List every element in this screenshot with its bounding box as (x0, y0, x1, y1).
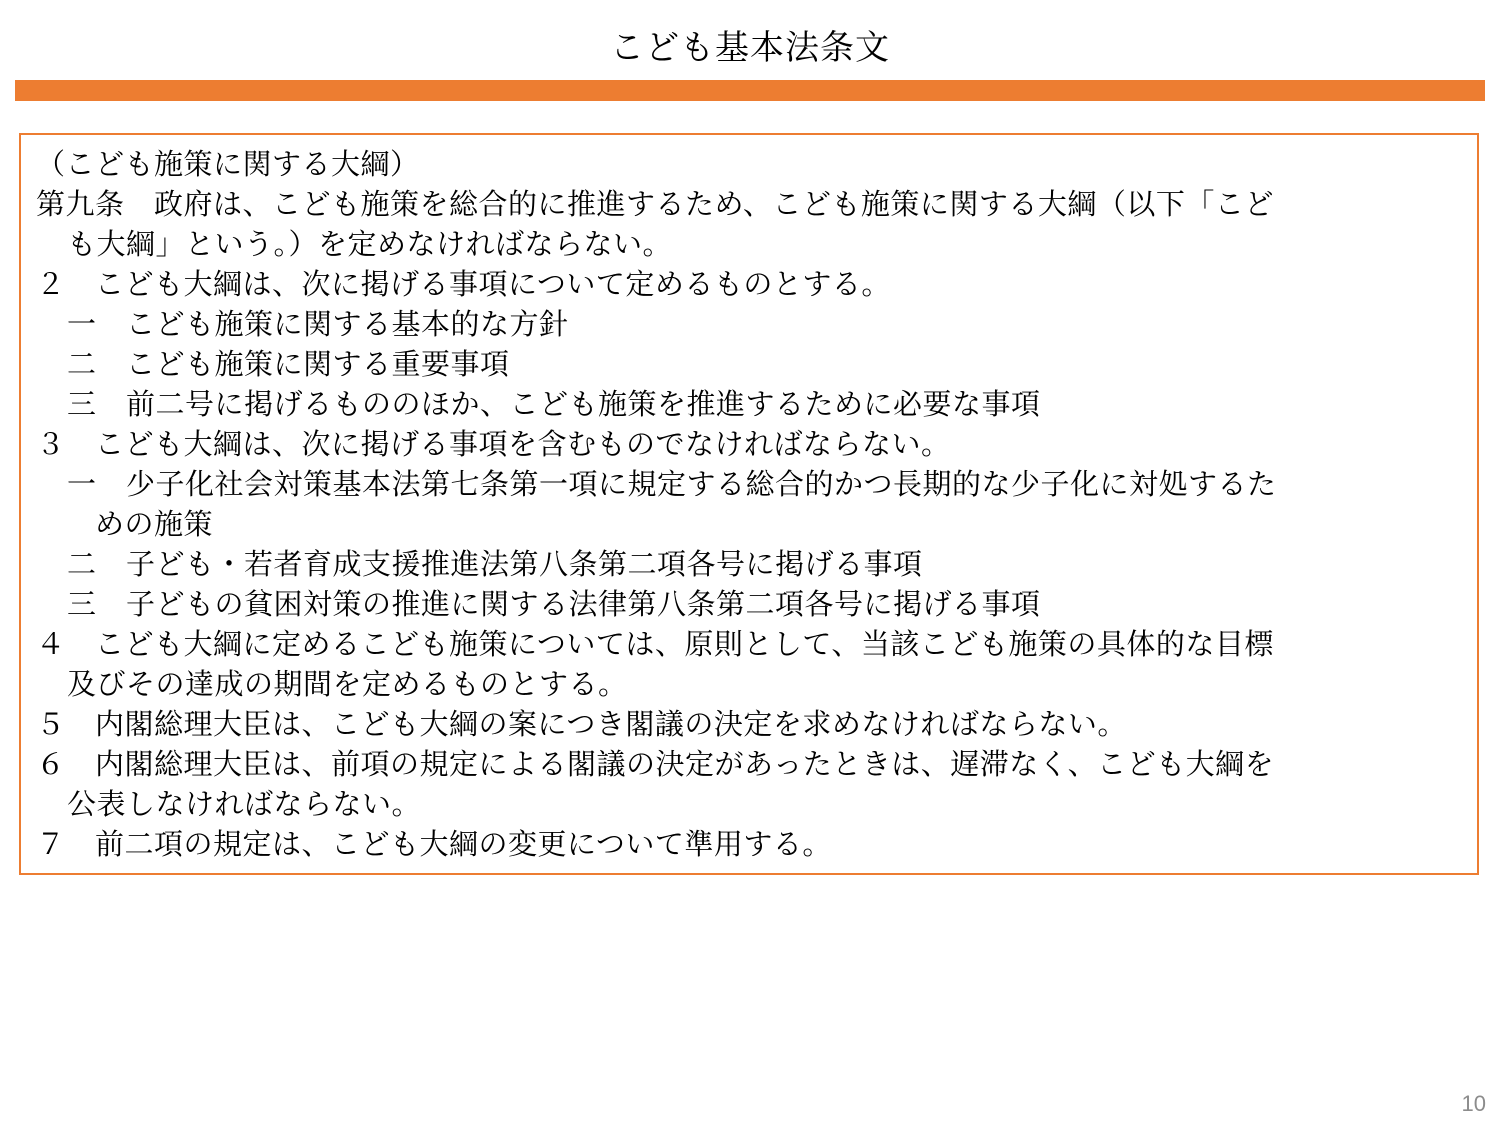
article-item-3-3: 三 子どもの貧困対策の推進に関する法律第八条第二項各号に掲げる事項 (67, 587, 1041, 621)
article-heading: （こども施策に関する大綱） (36, 147, 420, 181)
page-title: こども基本法条文 (610, 28, 890, 68)
article-paragraph-1: 第九条 政府は、こども施策を総合的に推進するため、こども施策に関する大綱（以下「こど (36, 187, 1274, 221)
article-paragraph-4-cont: 及びその達成の期間を定めるものとする。 (67, 667, 628, 701)
article-item-2-2: 二 こども施策に関する重要事項 (67, 347, 510, 381)
article-item-2-3: 三 前二号に掲げるもののほか、こども施策を推進するために必要な事項 (67, 387, 1041, 421)
article-paragraph-6-cont: 公表しなければならない。 (67, 787, 422, 821)
article-paragraph-6: ６ 内閣総理大臣は、前項の規定による閣議の決定があったときは、遅滞なく、こども大綱を (36, 747, 1275, 781)
article-paragraph-3: ３ こども大綱は、次に掲げる事項を含むものでなければならない。 (36, 427, 951, 461)
article-paragraph-4: ４ こども大綱に定めるこども施策については、原則として、当該こども施策の具体的な目標 (36, 627, 1274, 661)
article-paragraph-1-cont: も大綱」という。）を定めなければならない。 (67, 227, 673, 261)
title-underline-bar (15, 80, 1485, 101)
page-number: 10 (1461, 1091, 1486, 1116)
article-item-2-1: 一 こども施策に関する基本的な方針 (67, 307, 569, 341)
article-item-3-1: 一 少子化社会対策基本法第七条第一項に規定する総合的かつ長期的な少子化に対処するた (67, 467, 1277, 501)
article-paragraph-2: ２ こども大綱は、次に掲げる事項について定めるものとする。 (36, 267, 891, 301)
article-paragraph-5: ５ 内閣総理大臣は、こども大綱の案につき閣議の決定を求めなければならない。 (36, 707, 1127, 741)
article-text-box (19, 133, 1479, 875)
article-item-3-1-cont: めの施策 (95, 507, 214, 541)
article-item-3-2: 二 子ども・若者育成支援推進法第八条第二項各号に掲げる事項 (67, 547, 923, 581)
article-paragraph-7: ７ 前二項の規定は、こども大綱の変更について準用する。 (36, 827, 832, 861)
